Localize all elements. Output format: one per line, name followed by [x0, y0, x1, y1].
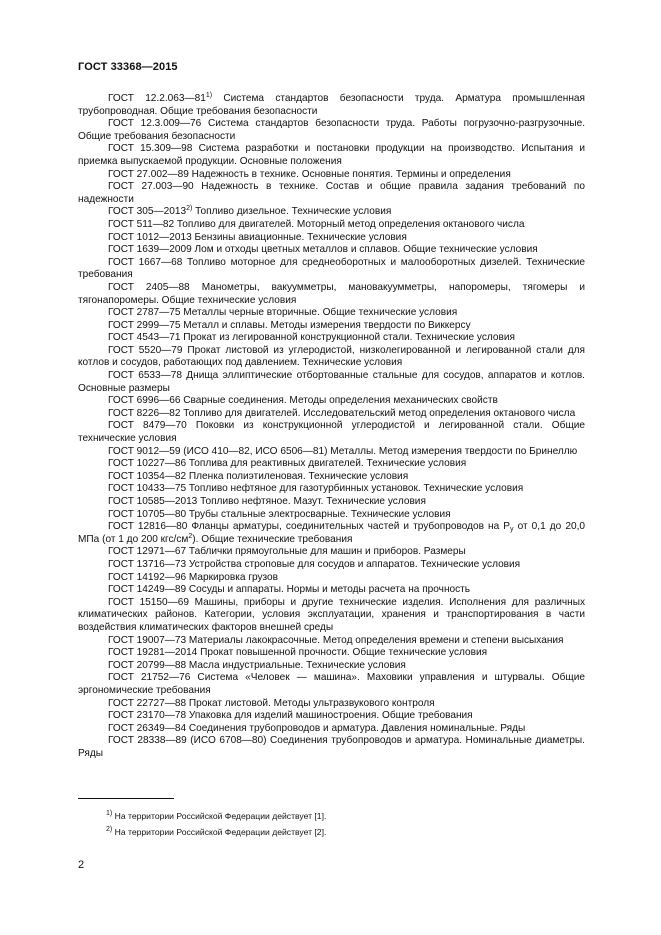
reference-text: ГОСТ 1639—2009 Лом и отходы цветных металлов и сплавов. Общие технические условия [108, 244, 538, 256]
reference-text-tail: от 0,1 до 20,0 МПа (от 1 до 200 кгс/см [78, 521, 585, 545]
reference-text: ГОСТ 10433—75 Топливо нефтяное для газотурбинных установок. Технические условия [108, 483, 524, 495]
reference-text: ГОСТ 1012—2013 Бензины авиационные. Технические условия [108, 231, 407, 243]
reference-text: ГОСТ 27.002—89 Надежность в технике. Основные понятия. Термины и определения [108, 168, 511, 180]
reference-item [78, 282, 585, 307]
reference-item [78, 118, 585, 143]
reference-text: ГОСТ 26349—84 Соединения трубопроводов и арматура. Давления номинальные. Ряды [108, 722, 526, 734]
reference-text: ГОСТ 21752—76 Система «Человек — машина». Маховики управления и штурвалы. Общие эргономические требования [78, 672, 585, 696]
reference-text: ГОСТ 10354—82 Пленка полиэтиленовая. Технические условия [108, 470, 409, 482]
page-number: 2 [78, 859, 85, 871]
footnote-item [106, 810, 326, 823]
reference-text: ГОСТ 27.003—90 Надежность в технике. Состав и общие правила задания требований по надежности [78, 181, 585, 205]
reference-text: ГОСТ 8479—70 Поковки из конструкционной углеродистой и легированной стали. Общие технические условия [78, 420, 585, 445]
reference-item [78, 370, 585, 395]
footnote-marker: 1) [205, 92, 213, 99]
reference-item [78, 345, 585, 370]
reference-text: ГОСТ 12971—67 Таблички прямоугольные для машин и приборов. Размеры [108, 546, 466, 558]
footnote-marker: 2) [186, 205, 193, 213]
reference-text: ГОСТ 14192—96 Маркировка грузов [108, 571, 279, 583]
footnotes [106, 810, 326, 841]
reference-item [78, 420, 585, 445]
reference-item [78, 509, 585, 522]
reference-item [78, 471, 585, 484]
footnote-item [106, 826, 326, 839]
reference-text: ГОСТ 10227—86 Топлива для реактивных двигателей. Технические условия [108, 458, 467, 470]
reference-item [78, 93, 585, 118]
reference-item [78, 181, 585, 206]
reference-item [78, 169, 585, 182]
footnote-text: На территории Российской Федерации действует [2]. [112, 826, 327, 837]
reference-text: ГОСТ 12.2.063—81 [108, 93, 206, 104]
reference-text: ГОСТ 28338—89 (ИСО 6708—80) Соединения трубопроводов и арматура. Номинальные диаметры. Ряды [78, 735, 585, 759]
reference-item [78, 307, 585, 320]
reference-text: ГОСТ 2999—75 Металл и сплавы. Методы измерения твердости по Виккерсу [108, 319, 471, 331]
reference-text: ГОСТ 10585—2013 Топливо нефтяное. Мазут. Технические условия [108, 496, 426, 507]
reference-text: ГОСТ 1667—68 Топливо моторное для среднеоборотных и малооборотных дизелей. Технические требования [78, 256, 585, 281]
footnote-text: На территории Российской Федерации действует [1]. [112, 811, 327, 821]
reference-text: ГОСТ 2405—88 Манометры, вакуумметры, мановакуумметры, напоромеры, тягомеры и тягонапоромеры. Общие технические условия [78, 281, 585, 306]
reference-text: ГОСТ 6533—78 Днища эллиптические отбортованные стальные для сосудов, аппаратов и котлов. Основные размеры [78, 370, 585, 394]
reference-item [78, 446, 585, 459]
reference-item [78, 219, 585, 232]
reference-text: ГОСТ 15150—69 Машины, приборы и другие технические изделия. Исполнения для различных климатических районов. Категории, условия эксплуатации, хранения и транспортирования в части воздействия климатических факторов внешней среды [78, 596, 585, 633]
reference-item [78, 206, 585, 219]
reference-text: ГОСТ 20799—88 Масла индустриальные. Технические условия [108, 659, 406, 671]
reference-text-tail: Система стандартов безопасности труда. Арматура промышленная трубопроводная. Общие требования безопасности [78, 93, 585, 117]
reference-item [78, 521, 585, 546]
reference-item [78, 710, 585, 723]
reference-text: ГОСТ 8226—82 Топливо для двигателей. Исследовательский метод определения октанового числа [108, 407, 576, 419]
reference-item [78, 698, 585, 711]
reference-item [78, 647, 585, 660]
reference-text-tail: ). Общие технические требования [192, 533, 353, 545]
reference-item [78, 408, 585, 421]
reference-item [78, 559, 585, 572]
reference-text: ГОСТ 9012—59 (ИСО 410—82, ИСО 6506—81) Металлы. Метод измерения твердости по Бринеллю [108, 445, 578, 457]
reference-item [78, 143, 585, 168]
reference-text: ГОСТ 19007—73 Материалы лакокрасочные. Метод определения времени и степени высыхания [108, 634, 564, 646]
document-header: ГОСТ 33368—2015 [78, 61, 178, 73]
reference-text: ГОСТ 2787—75 Металлы черные вторичные. Общие технические условия [108, 307, 458, 319]
reference-superscript: 2 [188, 532, 193, 540]
reference-item [78, 257, 585, 282]
reference-item [78, 672, 585, 697]
reference-text: ГОСТ 10705—80 Трубы стальные электросварные. Технические условия [108, 508, 451, 520]
reference-text: ГОСТ 12816—80 Фланцы арматуры, соединительных частей и трубопроводов на Р [108, 521, 511, 533]
reference-item [78, 395, 585, 408]
reference-text: ГОСТ 6996—66 Сварные соединения. Методы определения механических свойств [108, 395, 498, 407]
footnote-mark: 2) [106, 825, 113, 833]
reference-text-tail: Топливо дизельное. Технические условия [192, 206, 392, 218]
footnote-mark: 1) [106, 810, 113, 817]
reference-text: ГОСТ 305—2013 [108, 206, 187, 218]
reference-text: ГОСТ 23170—78 Упаковка для изделий машиностроения. Общие требования [108, 710, 473, 722]
reference-text: ГОСТ 22727—88 Прокат листовой. Методы ультразвукового контроля [108, 697, 435, 709]
reference-item [78, 735, 585, 760]
reference-text: ГОСТ 19281—2014 Прокат повышенной прочности. Общие технические условия [108, 647, 488, 659]
reference-text: ГОСТ 15.309—98 Система разработки и постановки продукции на производство. Испытания и приемка выпускаемой продукции. Основные положения [78, 143, 585, 167]
reference-item [78, 232, 585, 245]
reference-item [78, 572, 585, 585]
reference-item [78, 496, 585, 509]
footnote-separator [78, 798, 174, 799]
reference-subscript: у [510, 526, 514, 534]
reference-text: ГОСТ 5520—79 Прокат листовой из углеродистой, низколегированной и легированной стали для котлов и сосудов, работающих под давлением. Технические условия [78, 344, 585, 369]
normative-references-list [78, 93, 585, 760]
reference-text: ГОСТ 4543—71 Прокат из легированной конструкционной стали. Технические условия [108, 332, 515, 344]
reference-item [78, 660, 585, 673]
reference-text: ГОСТ 12.3.009—76 Система стандартов безопасности труда. Работы погрузочно-разгрузочные. Общие требования безопасности [78, 118, 585, 142]
reference-item [78, 584, 585, 597]
reference-item [78, 597, 585, 635]
reference-item [78, 458, 585, 471]
reference-item [78, 244, 585, 257]
reference-text: ГОСТ 14249—89 Сосуды и аппараты. Нормы и методы расчета на прочность [108, 584, 471, 596]
reference-item [78, 332, 585, 345]
reference-item [78, 635, 585, 648]
reference-text: ГОСТ 511—82 Топливо для двигателей. Моторный метод определения октанового числа [108, 218, 525, 230]
reference-item [78, 320, 585, 333]
reference-item [78, 546, 585, 559]
reference-item [78, 723, 585, 736]
reference-text: ГОСТ 13716—73 Устройства строповые для сосудов и аппаратов. Технические условия [108, 558, 521, 570]
reference-item [78, 483, 585, 496]
